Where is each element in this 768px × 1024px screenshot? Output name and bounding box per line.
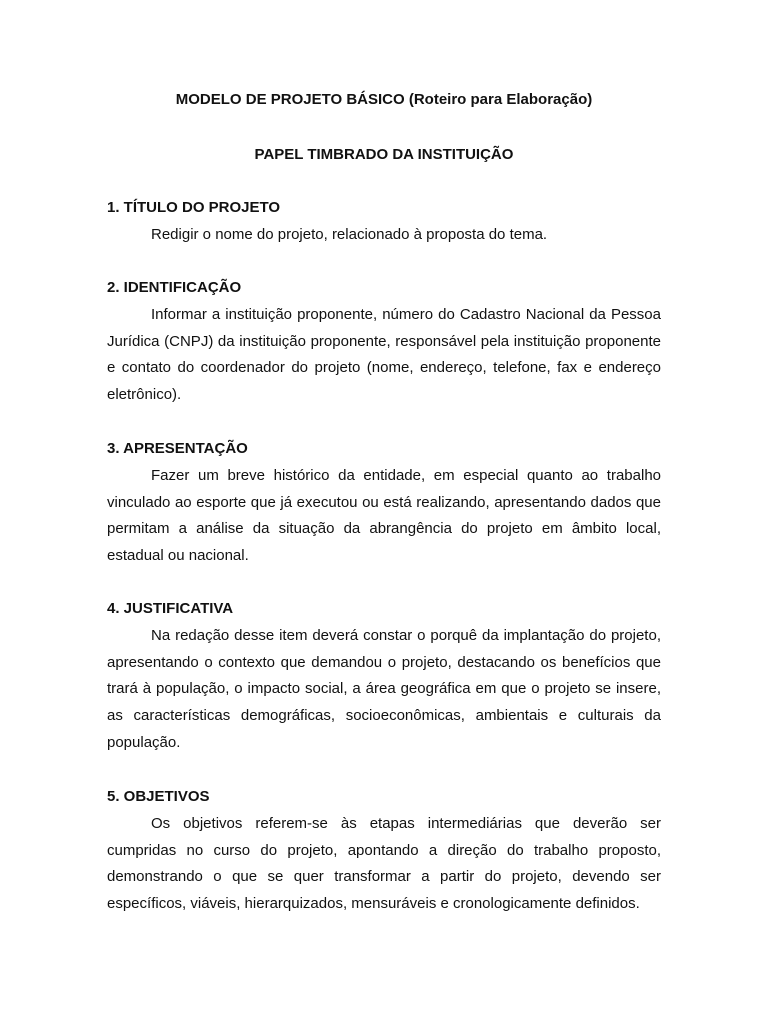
section-heading: 2. IDENTIFICAÇÃO (107, 279, 242, 296)
document-title: MODELO DE PROJETO BÁSICO (Roteiro para Elaboração) (175, 91, 593, 108)
section-body: Na redação desse item deverá constar o porquê da implantação do projeto, apresentando o contexto que demandou o projeto, destacando os benefícios que trará à população, o impacto social, a área geográfica em que o projeto se insere, as características demográficas, socioeconômicas, ambientais e culturais da população. (107, 627, 661, 751)
document-subtitle: PAPEL TIMBRADO DA INSTITUIÇÃO (254, 146, 514, 163)
section-heading: 5. OBJETIVOS (107, 788, 210, 805)
section-heading: 4. JUSTIFICATIVA (107, 600, 234, 617)
section-identificacao (107, 278, 661, 409)
section-objetivos (107, 787, 661, 918)
section-apresentacao (107, 439, 661, 570)
section-body: Informar a instituição proponente, número do Cadastro Nacional da Pessoa Jurídica (CNPJ) da instituição proponente, responsável pela instituição proponente e contato do coordenador do projeto (nome, endereço, telefone, fax e endereço eletrônico). (107, 306, 661, 404)
section-heading: 3. APRESENTAÇÃO (107, 440, 248, 457)
section-body: Redigir o nome do projeto, relacionado à proposta do tema. (151, 226, 548, 243)
section-justificativa (107, 599, 661, 757)
section-heading: 1. TÍTULO DO PROJETO (107, 199, 281, 216)
section-body: Fazer um breve histórico da entidade, em especial quanto ao trabalho vinculado ao esporte que já executou ou está realizando, apresentando dados que permitam a análise da situação da abrangência do projeto em âmbito local, estadual ou nacional. (107, 467, 661, 565)
section-body: Os objetivos referem-se às etapas intermediárias que deverão ser cumpridas no curso do projeto, apontando a direção do trabalho proposto, demonstrando o que se quer transformar a partir do projeto, devendo ser específicos, viáveis, hierarquizados, mensuráveis e cronologicamente definidos. (107, 815, 661, 913)
section-titulo-do-projeto (107, 198, 661, 249)
